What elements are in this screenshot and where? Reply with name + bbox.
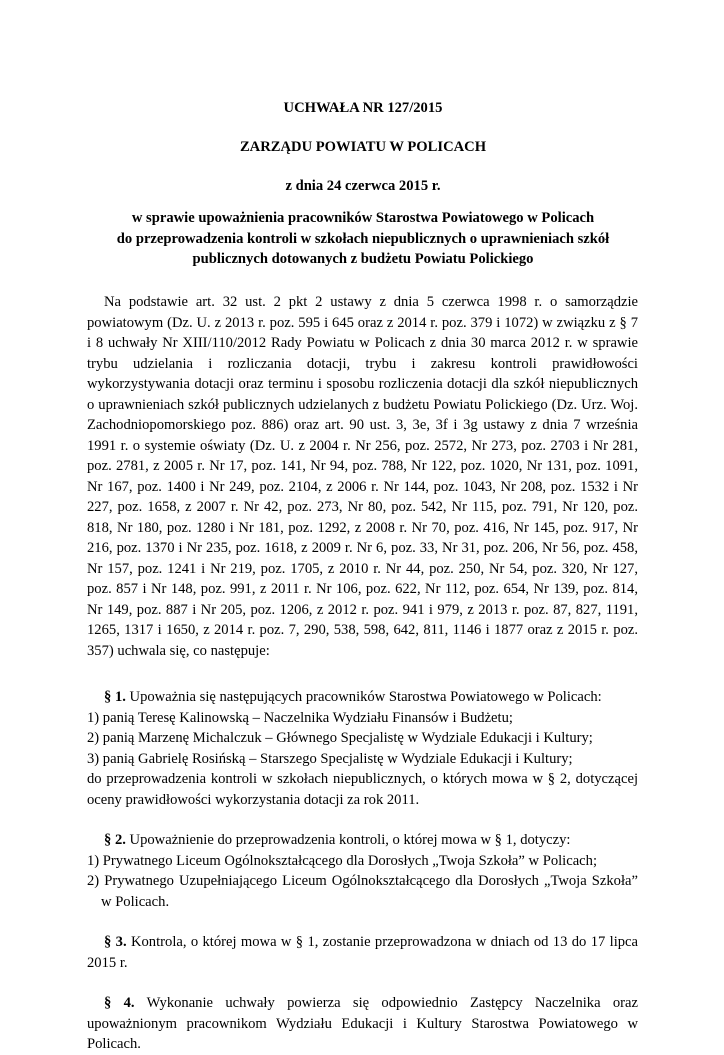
section-1-label: § 1. [104,689,126,705]
section-1-intro-text: Upoważnia się następujących pracowników Starostwa Powiatowego w Policach: [129,689,602,705]
resolution-title: UCHWAŁA NR 127/2015 [283,100,443,116]
resolution-issuer: ZARZĄDU POWIATU W POLICACH [239,139,487,155]
section-1-outro: do przeprowadzenia kontroli w szkołach niepublicznych, o których mowa w § 2, dotyczącej oceny prawidłowości wykorzystania dotacji za rok 2011. [87,771,638,808]
section-2-label: § 2. [104,832,126,848]
section-3-label: § 3. [104,934,127,950]
section-2-intro-text: Upoważnienie do przeprowadzenia kontroli, o której mowa w § 1, dotyczy: [129,832,571,848]
section-4-body: Wykonanie uchwały powierza się odpowiednio Zastępcy Naczelnika oraz upoważnionym pracownikom Wydziału Edukacji i Kultury Starostwa Powiatowego w Policach. [87,995,638,1052]
section-2-intro [87,830,638,851]
section-1-item: 2) panią Marzenę Michalczuk – Głównego Specjalistę w Wydziale Edukacji i Kultury; [87,730,593,746]
section-2 [87,830,638,912]
resolution-subject [88,208,638,270]
subject-line: do przeprowadzenia kontroli w szkołach niepublicznych o uprawnieniach szkół [116,230,610,247]
section-1-intro [87,687,638,708]
legal-basis-paragraph: Na podstawie art. 32 ust. 2 pkt 2 ustawy z dnia 5 czerwca 1998 r. o samorządzie powiatowym (Dz. U. z 2013 r. poz. 595 i 645 oraz z 2014 r. poz. 379 i 1072) w związku z § 7 i 8 uchwały Nr XIII/110/2012 Rady Powiatu w Policach z dnia 30 marca 2012 r. w sprawie trybu udzielania i rozliczania dotacji, trybu i zakresu kontroli prawidłowości wykorzystywania dotacji oraz terminu i sposobu rozliczenia dotacji dla szkół niepublicznych o uprawnieniach szkół publicznych udzielanych z budżetu Powiatu Polickiego (Dz. Urz. Woj. Zachodniopomorskiego poz. 886) oraz art. 90 ust. 3, 3e, 3f i 3g ustawy z dnia 7 września 1991 r. o systemie oświaty (Dz. U. z 2004 r. Nr 256, poz. 2572, Nr 273, poz. 2703 i Nr 281, poz. 2781, z 2005 r. Nr 17, poz. 141, Nr 94, poz. 788, Nr 122, poz. 1020, Nr 131, poz. 1091, Nr 167, poz. 1400 i Nr 249, poz. 2104, z 2006 r. Nr 144, poz. 1043, Nr 208, poz. 1532 i Nr 227, poz. 1658, z 2007 r. Nr 42, poz. 273, Nr 80, poz. 542, Nr 115, poz. 791, Nr 120, poz. 818, Nr 180, poz. 1280 i Nr 181, poz. 1292, z 2008 r. Nr 70, poz. 416, Nr 145, poz. 917, Nr 216, poz. 1370 i Nr 235, poz. 1618, z 2009 r. Nr 6, poz. 33, Nr 31, poz. 206, Nr 56, poz. 458, Nr 157, poz. 1241 i Nr 219, poz. 1705, z 2010 r. Nr 44, poz. 250, Nr 54, poz. 320, Nr 127, poz. 857 i Nr 148, poz. 991, z 2011 r. Nr 106, poz. 622, Nr 112, poz. 654, Nr 139, poz. 814, Nr 149, poz. 887 i Nr 205, poz. 1206, z 2012 r. poz. 941 i 979, z 2013 r. poz. 87, 827, 1191, 1265, 1317 i 1650, z 2014 r. poz. 7, 290, 538, 598, 642, 811, 1146 i 1877 oraz z 2015 r. poz. 357) uchwala się, co następuje: [87,294,638,659]
section-3-body: Kontrola, o której mowa w § 1, zostanie przeprowadzona w dniach od 13 do 17 lipca 2015 r. [87,934,639,971]
section-1-item: 1) panią Teresę Kalinowską – Naczelnika Wydziału Finansów i Budżetu; [87,709,513,726]
subject-line: w sprawie upoważnienia pracowników Starostwa Powiatowego w Policach [131,210,595,226]
resolution-date: z dnia 24 czerwca 2015 r. [285,178,441,194]
subject-line: publicznych dotowanych z budżetu Powiatu Polickiego [192,251,534,267]
section-1 [87,687,638,810]
section-4-label: § 4. [104,995,135,1011]
section-3 [87,932,638,973]
section-2-item: 1) Prywatnego Liceum Ogólnokształcącego dla Dorosłych „Twoja Szkoła” w Policach; [87,852,598,869]
section-3-text [87,932,638,973]
section-2-item: 2) Prywatnego Uzupełniającego Liceum Ogólnokształcącego dla Dorosłych „Twoja Szkoła” w Policach. [87,873,638,910]
section-1-item: 3) panią Gabrielę Rosińską – Starszego Specjalistę w Wydziale Edukacji i Kultury; [87,750,573,767]
